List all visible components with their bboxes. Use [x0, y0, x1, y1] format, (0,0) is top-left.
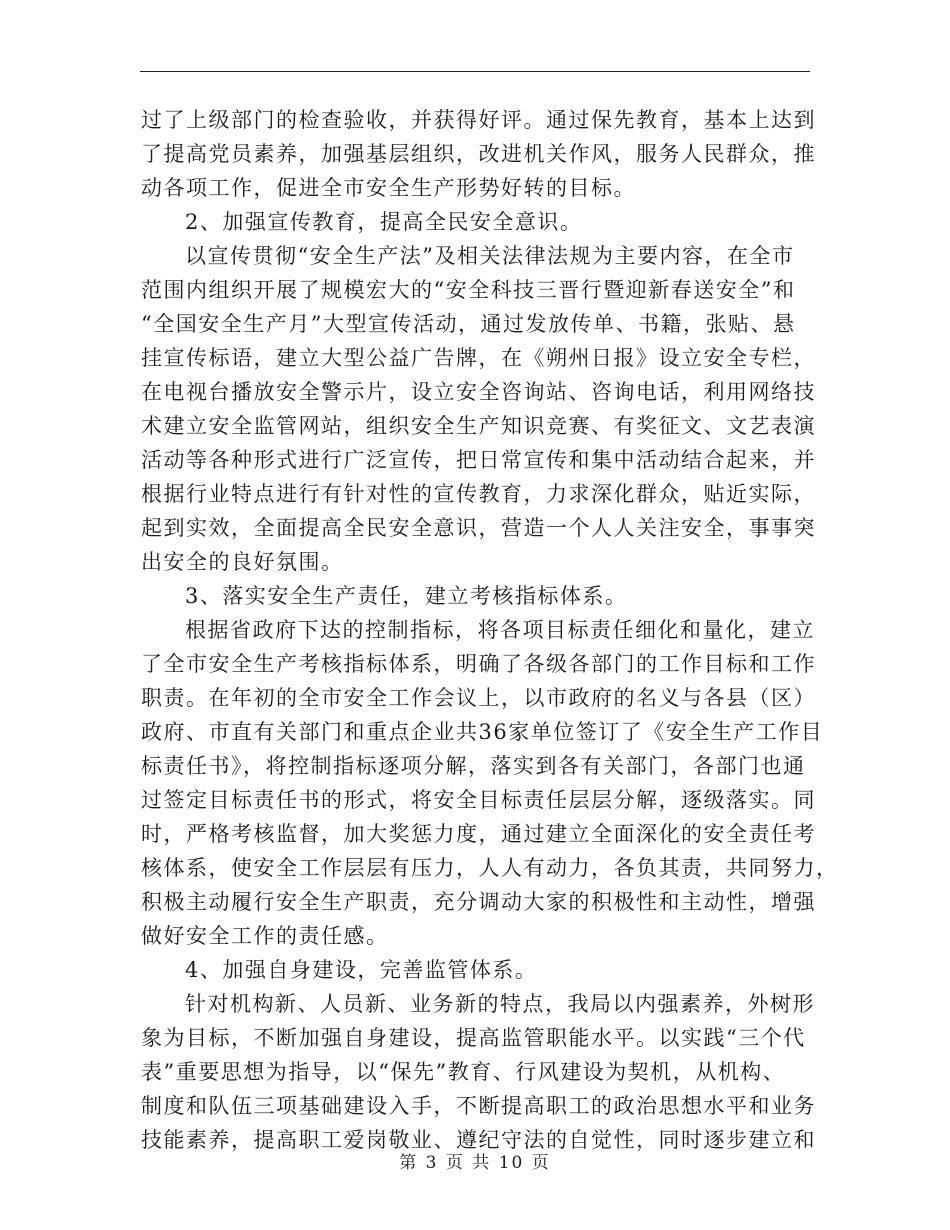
text-line: 动各项工作，促进全市安全生产形势好转的目标。: [141, 176, 636, 200]
text-line: 制度和队伍三项基础建设入手，不断提高职工的政治思想水平和业务: [141, 1094, 816, 1118]
text-line: 时，严格考核监督，加大奖惩力度，通过建立全面深化的安全责任考: [141, 822, 816, 846]
text-line: 活动等各种形式进行广泛宣传，把日常宣传和集中活动结合起来，并: [141, 448, 816, 472]
text-line: 以宣传贯彻“安全生产法”及相关法律法规为主要内容，在全市: [185, 244, 795, 268]
text-line: 针对机构新、人员新、业务新的特点，我局以内强素养，外树形: [185, 992, 815, 1016]
text-line: 积极主动履行安全生产职责，充分调动大家的积极性和主动性，增强: [141, 890, 816, 914]
text-line: 3、落实安全生产责任，建立考核指标体系。: [185, 584, 628, 608]
text-line: 了提高党员素养，加强基层组织，改进机关作风，服务人民群众，推: [141, 142, 816, 166]
text-line: 象为目标，不断加强自身建设，提高监管职能水平。以实践“三个代: [141, 1026, 806, 1050]
document-body: [141, 103, 839, 1157]
text-line: 职责。在年初的全市安全工作会议上，以市政府的名义与各县（区）: [141, 686, 816, 710]
text-line: 起到实效，全面提高全民安全意识，营造一个人人关注安全，事事突: [141, 516, 816, 540]
text-line: 出安全的良好氛围。: [141, 550, 344, 574]
text-line: 范围内组织开展了规模宏大的“安全科技三晋行暨迎新春送安全”和: [141, 278, 796, 302]
page-number-footer: 第 3 页 共 10 页: [399, 1153, 551, 1173]
text-line: 做好安全工作的责任感。: [141, 924, 389, 948]
text-line: 根据行业特点进行有针对性的宣传教育，力求深化群众，贴近实际，: [141, 482, 816, 506]
text-line: 2、加强宣传教育，提高全民安全意识。: [185, 210, 583, 234]
text-line: 术建立安全监管网站，组织安全生产知识竞赛、有奖征文、文艺表演: [141, 414, 816, 438]
text-line: 4、加强自身建设，完善监管体系。: [185, 958, 538, 982]
text-line: 根据省政府下达的控制指标，将各项目标责任细化和量化，建立: [185, 618, 815, 642]
header-rule: [140, 71, 810, 72]
text-line: 挂宣传标语，建立大型公益广告牌，在《朔州日报》设立安全专栏，: [141, 346, 816, 370]
text-line: “全国安全生产月”大型宣传活动，通过发放传单、书籍，张贴、悬: [141, 312, 796, 336]
text-line: 标责任书》，将控制指标逐项分解，落实到各有关部门，各部门也通: [141, 754, 806, 778]
text-line: 在电视台播放安全警示片，设立安全咨询站、咨询电话，利用网络技: [141, 380, 816, 404]
text-line: 了全市安全生产考核指标体系，明确了各级各部门的工作目标和工作: [141, 652, 816, 676]
text-line: 政府、市直有关部门和重点企业共36家单位签订了《安全生产工作目: [141, 720, 824, 744]
text-line: 过签定目标责任书的形式，将安全目标责任层层分解，逐级落实。同: [141, 788, 816, 812]
text-line: 技能素养，提高职工爱岗敬业、遵纪守法的自觉性，同时逐步建立和: [141, 1128, 816, 1152]
text-line: 核体系，使安全工作层层有压力，人人有动力，各负其责，共同努力，: [141, 856, 839, 880]
text-line: 表”重要思想为指导，以“保先”教育、行风建设为契机，从机构、: [141, 1060, 786, 1084]
text-line: 过了上级部门的检查验收，并获得好评。通过保先教育，基本上达到: [141, 108, 816, 132]
